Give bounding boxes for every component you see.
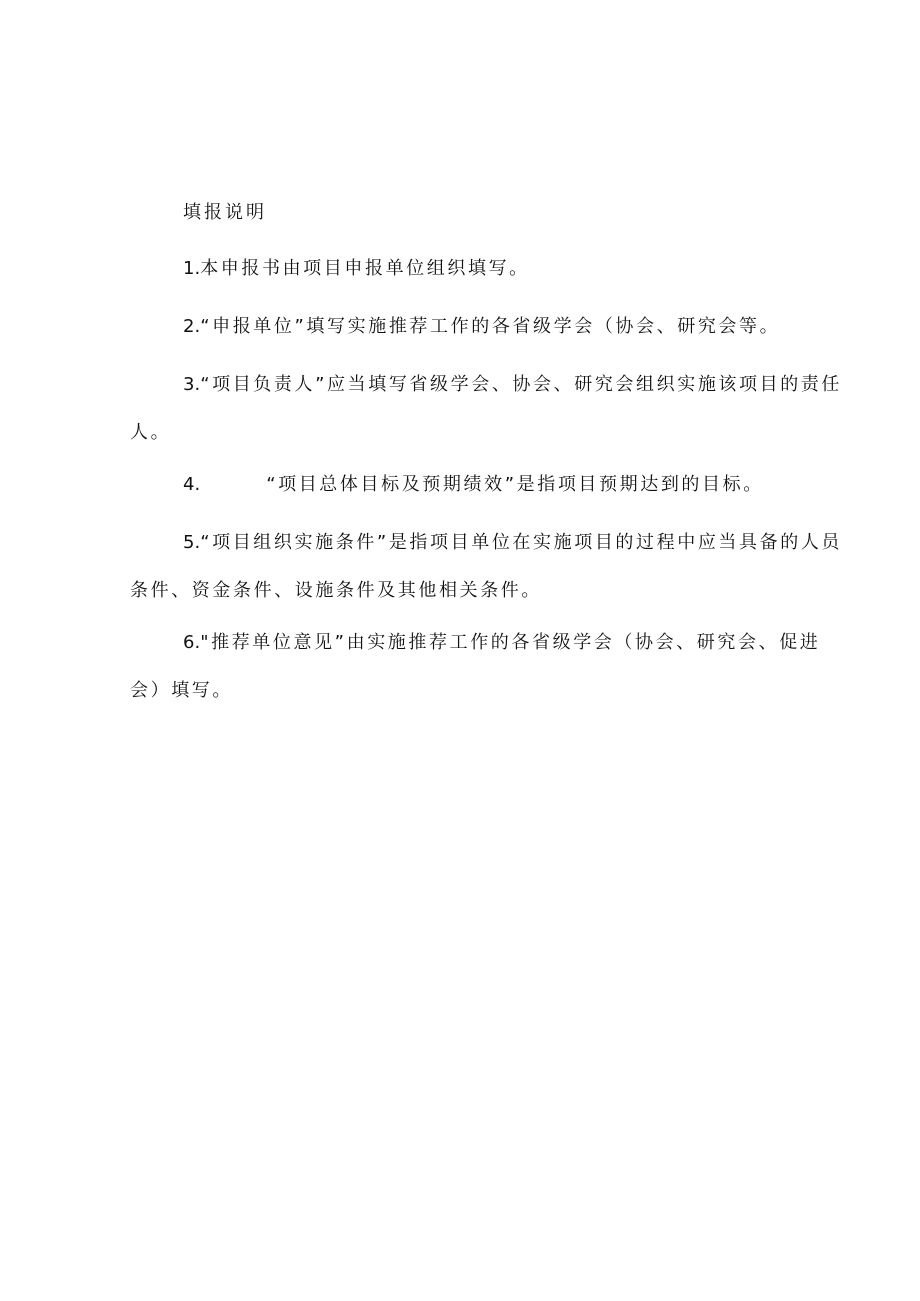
- instruction-item-4: [130, 461, 850, 509]
- item-text: “项目组织实施条件”是指项目单位在实施项目的过程中应当具备的人员条件、资金条件、设施条件及其他相关条件。: [130, 532, 843, 601]
- instruction-item-1: [130, 245, 850, 293]
- instruction-item-5: [130, 519, 850, 615]
- item-number: 1.: [183, 258, 201, 279]
- item-number: 3.: [183, 374, 201, 395]
- item-number: 4.: [183, 474, 201, 495]
- instruction-item-3: [130, 361, 850, 457]
- item-text: 本申报书由项目申报单位组织填写。: [200, 258, 530, 279]
- instruction-item-2: [130, 303, 850, 351]
- item-text: “申报单位”填写实施推荐工作的各省级学会（协会、研究会等。: [200, 316, 781, 337]
- item-number: 2.: [183, 316, 201, 337]
- document-heading: 填报说明: [183, 202, 267, 223]
- item-number: 5.: [183, 532, 201, 553]
- item-text: “项目负责人”应当填写省级学会、协会、研究会组织实施该项目的责任人。: [130, 374, 843, 443]
- item-text: "推荐单位意见”由实施推荐工作的各省级学会（协会、研究会、促进会）填写。: [130, 632, 821, 701]
- instruction-item-6: [130, 619, 850, 715]
- item-number: 6.: [183, 632, 201, 653]
- item-text: “项目总体目标及预期绩效”是指项目预期达到的目标。: [266, 474, 764, 495]
